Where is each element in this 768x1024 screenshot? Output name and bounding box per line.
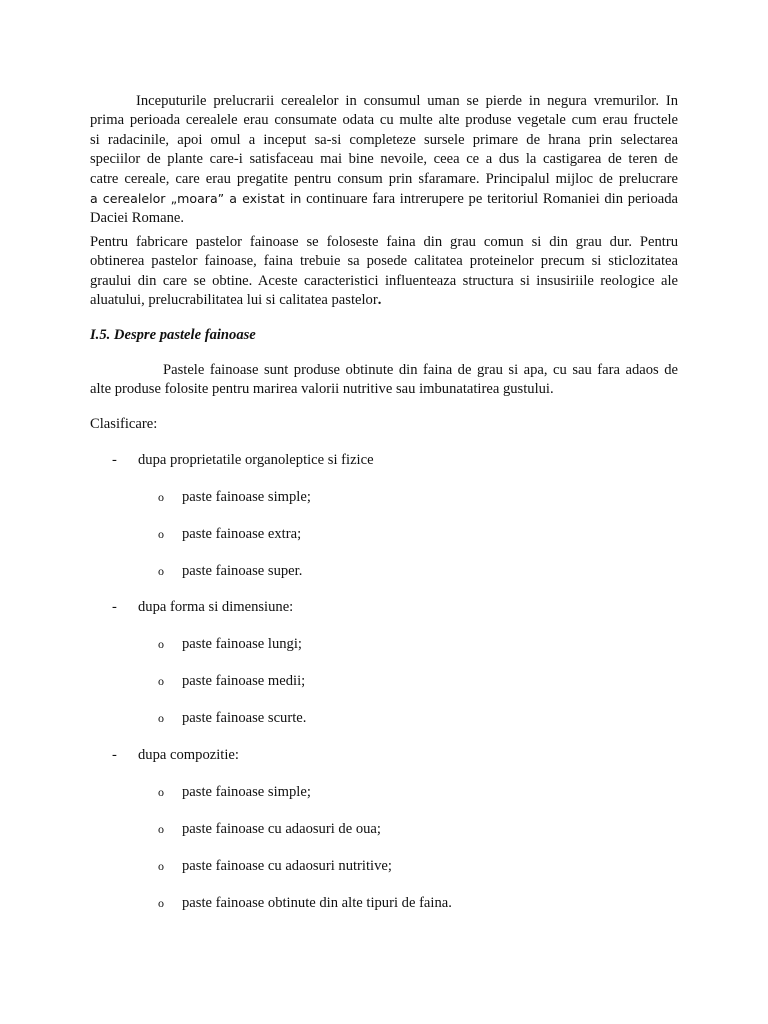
- classification-label: Clasificare:: [90, 416, 158, 432]
- sub-list-item: [158, 488, 311, 507]
- text-line: [90, 189, 678, 209]
- bullet-marker: o: [158, 564, 164, 578]
- text-span-bold: .: [377, 292, 382, 309]
- bullet-marker: o: [158, 490, 164, 504]
- sub-list-item-label: paste fainoase simple;: [182, 784, 311, 800]
- list-item-label: dupa proprietatile organoleptice si fizice: [138, 452, 374, 468]
- text-span-sans: a cerealelor „moara” a existat in: [90, 191, 302, 207]
- dash-marker: -: [112, 747, 117, 763]
- sub-list-item: [158, 820, 381, 839]
- text-line: catre cereale, care erau pregatite pentru consum prin sfaramare. Principalul mijloc de prelucrare: [90, 170, 678, 187]
- sub-list-item-label: paste fainoase obtinute din alte tipuri de faina.: [182, 895, 452, 911]
- sub-list-item: [158, 894, 452, 913]
- sub-list-item-label: paste fainoase simple;: [182, 489, 311, 505]
- sub-list-item-label: paste fainoase scurte.: [182, 710, 307, 726]
- bullet-marker: o: [158, 711, 164, 725]
- sub-list-item: [158, 562, 302, 581]
- sub-list-item: [158, 635, 302, 654]
- dash-marker: -: [112, 452, 117, 468]
- text-line: alte produse folosite pentru marirea valorii nutritive sau imbunatatirea gustului.: [90, 381, 554, 398]
- bullet-marker: o: [158, 822, 164, 836]
- dash-marker: -: [112, 599, 117, 615]
- sub-list-item: [158, 525, 301, 544]
- list-item-label: dupa forma si dimensiune:: [138, 599, 294, 615]
- text-span: continuare fara intrerupere pe teritoriul Romaniei din perioada: [301, 191, 678, 208]
- text-line: Pentru fabricare pastelor fainoase se foloseste faina din grau comun si din grau dur. Pentru: [90, 234, 678, 250]
- sub-list-item-label: paste fainoase medii;: [182, 673, 306, 689]
- paragraph-fabrication: [90, 233, 678, 311]
- sub-list-item: [158, 783, 311, 802]
- sub-list-item-label: paste fainoase extra;: [182, 526, 302, 542]
- bullet-marker: o: [158, 637, 164, 651]
- text-line: speciilor de plante care-i satisfaceau mai bine nevoile, ceea ce a dus la castigarea de teren de: [90, 151, 678, 168]
- bullet-marker: o: [158, 859, 164, 873]
- sub-list-item-label: paste fainoase lungi;: [182, 636, 302, 652]
- text-line: Pastele fainoase sunt produse obtinute din faina de grau si apa, cu sau fara adaos de: [163, 362, 678, 378]
- text-line: obtinerea pastelor fainoase, faina trebuie sa posede calitatea proteinelor precum si sticlozitatea: [90, 253, 678, 270]
- bullet-marker: o: [158, 527, 164, 541]
- text-span: aluatului, prelucrabilitatea lui si calitatea pastelor: [90, 292, 378, 309]
- list-item: [112, 598, 293, 617]
- paragraph-definition: [90, 361, 678, 400]
- list-item-label: dupa compozitie:: [138, 747, 239, 763]
- sub-list-item-label: paste fainoase cu adaosuri nutritive;: [182, 858, 392, 874]
- sub-list-item-label: paste fainoase super.: [182, 563, 303, 579]
- text-line: si radacinile, apoi omul a inceput sa-si completeze sursele primare de hrana prin selectarea: [90, 131, 678, 148]
- sub-list-item: [158, 857, 392, 876]
- list-item: [112, 746, 239, 765]
- intro-paragraph: [90, 92, 678, 229]
- sub-list-item-label: paste fainoase cu adaosuri de oua;: [182, 821, 381, 837]
- bullet-marker: o: [158, 896, 164, 910]
- text-line: prima perioada cerealele erau consumate odata cu multe alte produse vegetale cum erau fructele: [90, 112, 678, 129]
- sub-list-item: [158, 672, 305, 691]
- section-heading: I.5. Despre pastele fainoase: [90, 327, 256, 343]
- text-line: graului din care se obtine. Aceste caracteristici influenteaza structura si insusiriile reologice ale: [90, 272, 678, 289]
- list-item: [112, 451, 374, 470]
- bullet-marker: o: [158, 785, 164, 799]
- bullet-marker: o: [158, 674, 164, 688]
- sub-list-item: [158, 709, 306, 728]
- text-line: Daciei Romane.: [90, 210, 185, 227]
- text-line: Inceputurile prelucrarii cerealelor in consumul uman se pierde in negura vremurilor. In: [136, 93, 678, 109]
- text-line: [90, 291, 678, 310]
